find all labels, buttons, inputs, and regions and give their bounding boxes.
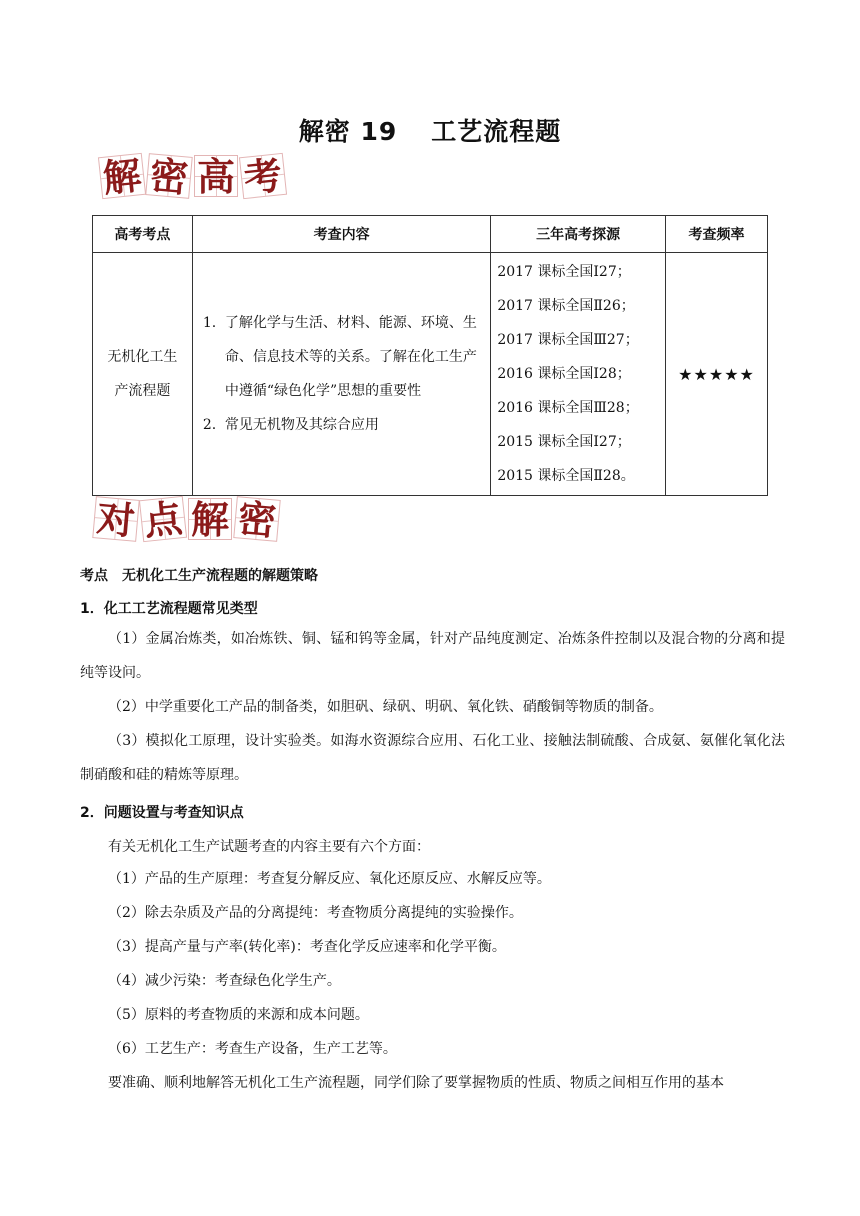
page-title: [0, 112, 860, 148]
source-item: 2017 课标全国Ⅰ27；: [497, 264, 631, 280]
stamp-char: 高: [194, 155, 238, 197]
source-item: 2015 课标全国Ⅰ27；: [497, 434, 631, 450]
point-cell: [93, 253, 193, 496]
title-topic: 工艺流程题: [431, 117, 562, 146]
paragraph-2: （2）中学重要化工产品的制备类，如胆矾、绿矾、明矾、氧化铁、硝酸铜等物质的制备。: [108, 699, 663, 715]
stamp-jiemi-gaokao: [100, 152, 285, 201]
table-header-row: [93, 216, 768, 253]
source-item: 2015 课标全国Ⅱ28。: [497, 468, 635, 484]
section-heading-2: 2．问题设置与考查知识点: [80, 805, 244, 821]
exam-point-table: [92, 215, 768, 496]
source-item: 2017 课标全国Ⅲ27；: [497, 332, 639, 348]
list-item: （5）原料的考查物质的来源和成本问题。: [108, 1007, 369, 1023]
list-item: （2）除去杂质及产品的分离提纯：考查物质分离提纯的实验操作。: [108, 905, 523, 921]
list-item: （1）产品的生产原理：考查复分解反应、氧化还原反应、水解反应等。: [108, 871, 551, 887]
source-item: 2016 课标全国Ⅲ28；: [497, 400, 639, 416]
paragraph-last: 要准确、顺利地解答无机化工生产流程题，同学们除了要掌握物质的性质、物质之间相互作用的基本: [108, 1075, 724, 1091]
content-cell: [192, 253, 490, 496]
content-item: 2. 常见无机物及其综合应用: [202, 417, 379, 433]
sources-cell: [491, 253, 666, 496]
stamp-char: 点: [139, 496, 187, 542]
header-point: 高考考点: [93, 216, 193, 253]
title-number: 解密 19: [298, 117, 398, 146]
paragraph-1: （1）金属冶炼类，如冶炼铁、铜、锰和钨等金属，针对产品纯度测定、冶炼条件控制以及混合物的分离和提纯等设问。: [80, 631, 785, 681]
list-item: （3）提高产量与产率(转化率)：考查化学反应速率和化学平衡。: [108, 939, 506, 955]
list-item: （6）工艺生产：考查生产设备，生产工艺等。: [108, 1041, 397, 1057]
source-item: 2017 课标全国Ⅱ26；: [497, 298, 635, 314]
header-content: 考查内容: [192, 216, 490, 253]
point-line: 无机化工生: [107, 349, 178, 365]
list-item: （4）减少污染：考查绿色化学生产。: [108, 973, 341, 989]
header-frequency: 考查频率: [666, 216, 768, 253]
frequency-cell: ★★★★★: [666, 253, 768, 496]
content-item: 1. 了解化学与生活、材料、能源、环境、生命、信息技术等的关系。了解在化工生产中遵循“绿色化学”思想的重要性: [202, 315, 477, 399]
point-line: 产流程题: [114, 383, 171, 399]
stamp-char: 考: [239, 153, 287, 199]
stamp-char: 密: [233, 496, 280, 542]
paragraph-3: （3）模拟化工原理，设计实验类。如海水资源综合应用、石化工业、接触法制硫酸、合成氨、氨催化氧化法制硝酸和硅的精炼等原理。: [80, 733, 785, 783]
kaodian-heading: 考点 无机化工生产流程题的解题策略: [80, 568, 318, 584]
stamp-char: 解: [98, 153, 146, 199]
header-sources: 三年高考探源: [491, 216, 666, 253]
stamp-char: 解: [188, 498, 232, 540]
stamp-char: 对: [92, 496, 139, 542]
intro-line: 有关无机化工生产试题考查的内容主要有六个方面：: [108, 839, 430, 855]
table-row: [93, 253, 768, 496]
section-heading-1: 1．化工工艺流程题常见类型: [80, 601, 258, 617]
source-item: 2016 课标全国Ⅰ28；: [497, 366, 631, 382]
stamp-char: 密: [145, 153, 192, 199]
stamp-duidian-jiemi: [94, 495, 279, 544]
